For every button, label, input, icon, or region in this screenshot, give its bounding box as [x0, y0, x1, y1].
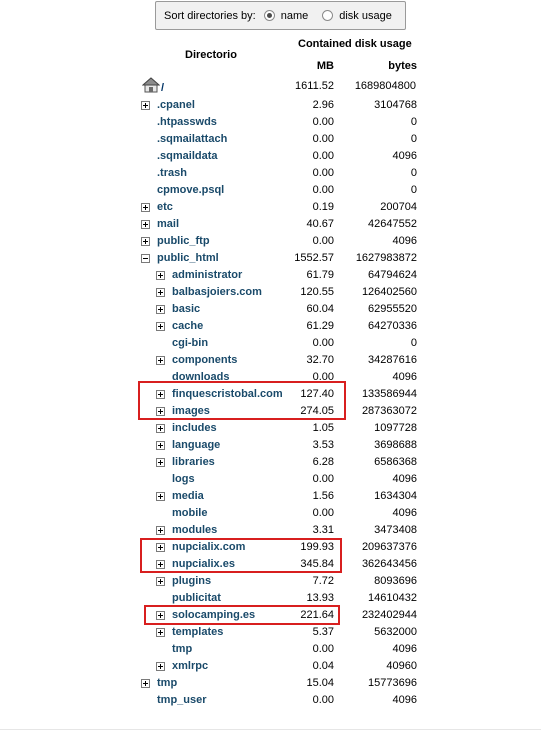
table-row[interactable] [0, 233, 541, 250]
mb-value: 7.72 [312, 575, 334, 587]
mb-value: 0.00 [312, 473, 334, 485]
directory-list [0, 97, 541, 709]
bytes-value: 34287616 [368, 354, 417, 366]
bytes-value: 0 [410, 337, 417, 349]
mb-value: 32.70 [306, 354, 334, 366]
directory-link[interactable]: .trash [157, 167, 187, 179]
bytes-value: 4096 [392, 694, 417, 706]
expand-icon[interactable] [141, 101, 150, 110]
expand-icon[interactable] [156, 611, 165, 620]
bytes-value: 6586368 [374, 456, 417, 468]
directory-link[interactable]: libraries [172, 456, 215, 468]
bytes-value: 15773696 [368, 677, 417, 689]
directory-link[interactable]: .htpasswds [157, 116, 217, 128]
expand-icon[interactable] [156, 390, 165, 399]
directory-link[interactable]: media [172, 490, 204, 502]
table-row[interactable] [0, 199, 541, 216]
directory-link[interactable]: includes [172, 422, 217, 434]
bytes-value: 4096 [392, 643, 417, 655]
table-row[interactable] [0, 165, 541, 182]
mb-value: 13.93 [306, 592, 334, 604]
table-row[interactable] [0, 590, 541, 607]
expand-icon[interactable] [156, 322, 165, 331]
directory-link[interactable]: components [172, 354, 238, 366]
root-mb-value: 1611.52 [295, 80, 334, 92]
table-row[interactable] [0, 573, 541, 590]
bytes-value: 3473408 [374, 524, 417, 536]
directory-link[interactable]: templates [172, 626, 224, 638]
expand-icon[interactable] [156, 543, 165, 552]
mb-value: 274.05 [300, 405, 334, 417]
mb-value: 0.00 [312, 116, 334, 128]
directory-column-header: Directorio [185, 49, 237, 61]
bytes-value: 8093696 [374, 575, 417, 587]
bytes-value: 3104768 [374, 99, 417, 111]
mb-value: 15.04 [306, 677, 334, 689]
table-row[interactable] [0, 114, 541, 131]
table-row[interactable] [0, 641, 541, 658]
mb-value: 0.00 [312, 643, 334, 655]
mb-value: 0.19 [312, 201, 334, 213]
bytes-value: 4096 [392, 150, 417, 162]
mb-value: 6.28 [312, 456, 334, 468]
bytes-value: 0 [410, 133, 417, 145]
directory-link[interactable]: .sqmailattach [157, 133, 228, 145]
expand-icon[interactable] [156, 458, 165, 467]
bytes-value: 64270336 [368, 320, 417, 332]
directory-link[interactable]: plugins [172, 575, 212, 587]
expand-icon[interactable] [156, 628, 165, 637]
directory-link[interactable]: publicitat [172, 592, 221, 604]
table-row[interactable] [0, 539, 541, 556]
bytes-value: 4096 [392, 507, 417, 519]
table-row[interactable] [0, 624, 541, 641]
bytes-value: 209637376 [361, 541, 417, 553]
mb-value: 60.04 [306, 303, 334, 315]
mb-value: 1.56 [312, 490, 334, 502]
table-row[interactable] [0, 471, 541, 488]
directory-link[interactable]: mail [157, 218, 180, 230]
mb-value: 0.00 [312, 167, 334, 179]
directory-link[interactable]: images [172, 405, 210, 417]
expand-icon[interactable] [156, 305, 165, 314]
bytes-column-header: bytes [388, 60, 417, 72]
mb-value: 345.84 [300, 558, 334, 570]
table-row[interactable] [0, 386, 541, 403]
table-row[interactable] [0, 182, 541, 199]
mb-value: 0.00 [312, 371, 334, 383]
directory-link[interactable]: finquescristobal.com [172, 388, 283, 400]
directory-link[interactable]: .sqmaildata [157, 150, 218, 162]
mb-value: 3.31 [312, 524, 334, 536]
expand-icon[interactable] [156, 288, 165, 297]
table-row[interactable] [0, 216, 541, 233]
bytes-value: 1097728 [374, 422, 417, 434]
table-row[interactable] [0, 352, 541, 369]
mb-value: 3.53 [312, 439, 334, 451]
table-row[interactable] [0, 692, 541, 709]
sort-directories-box [155, 1, 406, 30]
mb-value: 61.79 [306, 269, 334, 281]
directory-link[interactable]: basic [172, 303, 201, 315]
table-row[interactable] [0, 318, 541, 335]
mb-column-header: MB [316, 60, 334, 72]
bytes-value: 64794624 [368, 269, 417, 281]
sort-by-name-label: name [280, 9, 309, 22]
bytes-value: 3698688 [374, 439, 417, 451]
sort-by-disk-usage-label: disk usage [339, 9, 392, 22]
expand-icon[interactable] [156, 407, 165, 416]
table-row[interactable] [0, 131, 541, 148]
directory-link[interactable]: .cpanel [157, 99, 195, 111]
bytes-value: 232402944 [361, 609, 417, 621]
mb-value: 0.00 [312, 694, 334, 706]
home-folder-icon [142, 77, 160, 93]
mb-value: 0.04 [312, 660, 334, 672]
directory-link[interactable]: nupcialix.com [172, 541, 246, 553]
root-directory-row[interactable] [140, 75, 420, 95]
table-row[interactable] [0, 335, 541, 352]
root-bytes-value: 1689804800 [354, 80, 416, 92]
expand-icon[interactable] [156, 560, 165, 569]
mb-value: 1552.57 [294, 252, 334, 264]
directory-link[interactable]: public_ftp [157, 235, 210, 247]
contained-disk-usage-header: Contained disk usage [298, 38, 412, 50]
root-directory-link[interactable]: / [161, 82, 165, 94]
table-row[interactable] [0, 658, 541, 675]
table-row[interactable] [0, 488, 541, 505]
mb-value: 40.67 [306, 218, 334, 230]
expand-icon[interactable] [156, 662, 165, 671]
bottom-divider [0, 729, 541, 730]
expand-icon[interactable] [156, 492, 165, 501]
directory-link[interactable]: downloads [172, 371, 230, 383]
sort-label: Sort directories by: [164, 9, 256, 22]
directory-link[interactable]: cgi-bin [172, 337, 209, 349]
table-row[interactable] [0, 250, 541, 267]
table-row[interactable] [0, 675, 541, 692]
table-row[interactable] [0, 522, 541, 539]
mb-value: 0.00 [312, 184, 334, 196]
table-row[interactable] [0, 148, 541, 165]
table-row[interactable] [0, 505, 541, 522]
expand-icon[interactable] [141, 203, 150, 212]
mb-value: 61.29 [306, 320, 334, 332]
directory-link[interactable]: etc [157, 201, 173, 213]
mb-value: 1.05 [312, 422, 334, 434]
sort-by-disk-usage-radio[interactable] [322, 10, 333, 21]
bytes-value: 287363072 [361, 405, 417, 417]
directory-link[interactable]: cpmove.psql [157, 184, 225, 196]
bytes-value: 0 [410, 184, 417, 196]
directory-link[interactable]: tmp [157, 677, 178, 689]
table-row[interactable] [0, 369, 541, 386]
bytes-value: 126402560 [361, 286, 417, 298]
bytes-value: 4096 [392, 235, 417, 247]
expand-icon[interactable] [156, 441, 165, 450]
table-row[interactable] [0, 267, 541, 284]
directory-link[interactable]: solocamping.es [172, 609, 256, 621]
directory-link[interactable]: tmp_user [157, 694, 207, 706]
expand-icon[interactable] [141, 679, 150, 688]
expand-icon[interactable] [156, 424, 165, 433]
mb-value: 5.37 [312, 626, 334, 638]
bytes-value: 362643456 [361, 558, 417, 570]
bytes-value: 40960 [386, 660, 417, 672]
bytes-value: 4096 [392, 473, 417, 485]
table-row[interactable] [0, 437, 541, 454]
directory-link[interactable]: logs [172, 473, 195, 485]
bytes-value: 200704 [380, 201, 417, 213]
directory-link[interactable]: tmp [172, 643, 193, 655]
sort-by-disk-usage-option[interactable] [322, 10, 392, 22]
table-row[interactable] [0, 403, 541, 420]
directory-link[interactable]: nupcialix.es [172, 558, 235, 570]
directory-link[interactable]: mobile [172, 507, 208, 519]
bytes-value: 14610432 [368, 592, 417, 604]
table-row[interactable] [0, 556, 541, 573]
mb-value: 0.00 [312, 235, 334, 247]
directory-link[interactable]: cache [172, 320, 204, 332]
mb-value: 221.64 [300, 609, 334, 621]
expand-icon[interactable] [141, 237, 150, 246]
bytes-value: 4096 [392, 371, 417, 383]
bytes-value: 5632000 [374, 626, 417, 638]
bytes-value: 1634304 [374, 490, 417, 502]
sort-by-name-option[interactable] [264, 10, 309, 22]
expand-icon[interactable] [141, 220, 150, 229]
bytes-value: 133586944 [361, 388, 417, 400]
directory-link[interactable]: administrator [172, 269, 243, 281]
mb-value: 120.55 [300, 286, 334, 298]
directory-link[interactable]: modules [172, 524, 218, 536]
expand-icon[interactable] [156, 526, 165, 535]
mb-value: 0.00 [312, 150, 334, 162]
directory-link[interactable]: public_html [157, 252, 219, 264]
mb-value: 0.00 [312, 133, 334, 145]
table-row[interactable] [0, 301, 541, 318]
table-row[interactable] [0, 420, 541, 437]
mb-value: 199.93 [300, 541, 334, 553]
expand-icon[interactable] [156, 356, 165, 365]
expand-icon[interactable] [156, 271, 165, 280]
mb-value: 0.00 [312, 507, 334, 519]
mb-value: 0.00 [312, 337, 334, 349]
bytes-value: 42647552 [368, 218, 417, 230]
directory-link[interactable]: xmlrpc [172, 660, 209, 672]
expand-icon[interactable] [156, 577, 165, 586]
bytes-value: 62955520 [368, 303, 417, 315]
sort-by-name-radio[interactable] [264, 10, 275, 21]
directory-link[interactable]: language [172, 439, 221, 451]
table-row[interactable] [0, 607, 541, 624]
mb-value: 127.40 [300, 388, 334, 400]
bytes-value: 1627983872 [355, 252, 417, 264]
mb-value: 2.96 [312, 99, 334, 111]
table-row[interactable] [0, 97, 541, 114]
bytes-value: 0 [410, 167, 417, 179]
directory-link[interactable]: balbasjoiers.com [172, 286, 262, 298]
bytes-value: 0 [410, 116, 417, 128]
table-row[interactable] [0, 284, 541, 301]
table-row[interactable] [0, 454, 541, 471]
collapse-icon[interactable] [141, 254, 150, 263]
